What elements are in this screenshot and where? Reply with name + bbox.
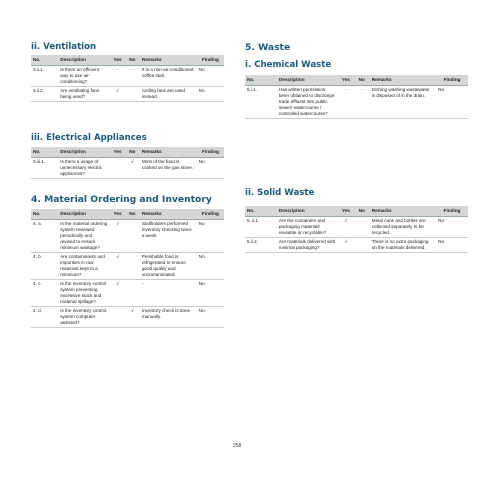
cell-remarks: - (140, 280, 197, 307)
header-no: No. (245, 206, 277, 217)
table-header-row (245, 75, 468, 86)
waste-heading: 5. Waste (245, 42, 291, 53)
cell-remarks: Stallholders performed inventory checking twice a week. (140, 220, 197, 253)
table-row (31, 66, 224, 87)
cell-yes: √ (338, 217, 354, 238)
cell-no (354, 238, 370, 253)
ventilation-heading: ii. Ventilation (31, 42, 97, 52)
header-remarks: Remarks (140, 55, 197, 66)
cell-yes: √ (110, 280, 125, 307)
cell-yes: - (338, 86, 354, 119)
cell-no (125, 253, 140, 280)
table-row (31, 158, 224, 179)
cell-no: √ (125, 158, 140, 179)
table-header-row (31, 55, 224, 66)
cell-finding: No (197, 280, 224, 307)
cell-description: Is the material ordering system reviewed periodically and revised to ensure minimum wastage? (58, 220, 110, 253)
electrical-appliances-table (31, 147, 224, 179)
table-row (31, 280, 224, 307)
header-no-answer: No (354, 206, 370, 217)
header-finding: Finding (197, 55, 224, 66)
cell-finding: No (197, 220, 224, 253)
cell-description: Are contaminants and impurities in raw materials kept to a minimum? (58, 253, 110, 280)
solid-waste-table (245, 206, 468, 253)
cell-number: 4. a. (31, 220, 58, 253)
header-yes: Yes (338, 206, 354, 217)
cell-no: - (354, 86, 370, 119)
cell-remarks: Most of the food is cooked on the gas stove. (140, 158, 197, 179)
header-finding: Finding (436, 206, 468, 217)
table-row (31, 87, 224, 102)
header-no-answer: No (125, 55, 140, 66)
electrical-appliances-heading: iii. Electrical Appliances (31, 133, 147, 143)
cell-number: 4. c. (31, 280, 58, 307)
header-finding: Finding (197, 147, 224, 158)
cell-no (354, 217, 370, 238)
cell-description: Is there a usage of unnecessary electric appliances? (58, 158, 110, 179)
material-ordering-table (31, 209, 224, 328)
cell-yes (110, 307, 125, 328)
cell-finding: No (197, 307, 224, 328)
cell-number: 3.ii.2. (31, 87, 58, 102)
header-description: Description (277, 75, 338, 86)
header-yes: Yes (110, 147, 125, 158)
header-yes: Yes (110, 209, 125, 220)
ventilation-table (31, 55, 224, 102)
cell-no: √ (125, 307, 140, 328)
cell-number: 3.iii.1. (31, 158, 58, 179)
header-no-answer: No (125, 147, 140, 158)
cell-finding: No (436, 217, 468, 238)
cell-description: Are the containers and packaging materials reusable or recyclable? (277, 217, 338, 238)
cell-description: Are ventilating fans being used? (58, 87, 110, 102)
header-description: Description (58, 209, 110, 220)
table-header-row (245, 206, 468, 217)
cell-no: - (125, 66, 140, 87)
header-no-answer: No (354, 75, 370, 86)
header-no: No. (31, 55, 58, 66)
table-row (245, 217, 468, 238)
cell-finding: No (197, 253, 224, 280)
header-description: Description (58, 55, 110, 66)
solid-waste-heading: ii. Solid Waste (245, 188, 315, 198)
table-row (31, 307, 224, 328)
table-header-row (31, 147, 224, 158)
header-no: No. (31, 147, 58, 158)
table-row (31, 220, 224, 253)
cell-no (125, 87, 140, 102)
table-header-row (31, 209, 224, 220)
cell-finding: No (436, 238, 468, 253)
cell-description: Is the inventory control system computer-assisted? (58, 307, 110, 328)
table-row (245, 86, 468, 119)
header-yes: Yes (338, 75, 354, 86)
table-row (31, 253, 224, 280)
header-yes: Yes (110, 55, 125, 66)
cell-remarks: Ceiling fans are used instead. (140, 87, 197, 102)
cell-number: 4. b. (31, 253, 58, 280)
header-remarks: Remarks (140, 147, 197, 158)
cell-number: 5.i.1. (245, 86, 277, 119)
chemical-waste-table (245, 75, 468, 119)
cell-remarks: Perishable food is refrigerated to ensure good quality and uncontaminated. (140, 253, 197, 280)
page-number: 258 (233, 443, 242, 449)
cell-remarks: Dishing washing wastewater is disposed of in the drain. (370, 86, 436, 119)
cell-yes: √ (110, 253, 125, 280)
cell-description: Are materials delivered with minimal packaging? (277, 238, 338, 253)
cell-remarks: It is a non-air-conditioned coffee stall. (140, 66, 197, 87)
cell-description: Is there an efficient way to use air-conditioning? (58, 66, 110, 87)
cell-no (125, 220, 140, 253)
cell-description: Is the inventory control system preventing excessive stock and material spillage? (58, 280, 110, 307)
cell-yes: - (110, 66, 125, 87)
chemical-waste-heading: i. Chemical Waste (245, 60, 332, 70)
header-remarks: Remarks (370, 75, 436, 86)
cell-number: 5. ii.1. (245, 217, 277, 238)
cell-yes: √ (110, 87, 125, 102)
cell-finding: No (197, 87, 224, 102)
cell-number: 4. d. (31, 307, 58, 328)
cell-number: 5.ii.2. (245, 238, 277, 253)
material-ordering-heading: 4. Material Ordering and Inventory (31, 194, 212, 205)
header-no-answer: No (125, 209, 140, 220)
cell-yes (110, 158, 125, 179)
cell-remarks: Inventory check is done manually. (140, 307, 197, 328)
header-remarks: Remarks (140, 209, 197, 220)
cell-remarks: Metal cans and bottles are collected separately to be recycled. (370, 217, 436, 238)
header-remarks: Remarks (370, 206, 436, 217)
header-no: No. (31, 209, 58, 220)
cell-finding: No (197, 66, 224, 87)
cell-finding: No (436, 86, 468, 119)
header-description: Description (277, 206, 338, 217)
cell-finding: No (197, 158, 224, 179)
cell-yes: √ (338, 238, 354, 253)
cell-number: 3.ii.1. (31, 66, 58, 87)
table-row (245, 238, 468, 253)
header-finding: Finding (197, 209, 224, 220)
header-description: Description (58, 147, 110, 158)
cell-remarks: There is no extra packaging on the materials delivered. (370, 238, 436, 253)
cell-yes: √ (110, 220, 125, 253)
header-no: No. (245, 75, 277, 86)
cell-description: Has written permission been obtained to discharge trade effluent into public sewer/ watercourse / controlled watercourse? (277, 86, 338, 119)
cell-no (125, 280, 140, 307)
header-finding: Finding (436, 75, 468, 86)
